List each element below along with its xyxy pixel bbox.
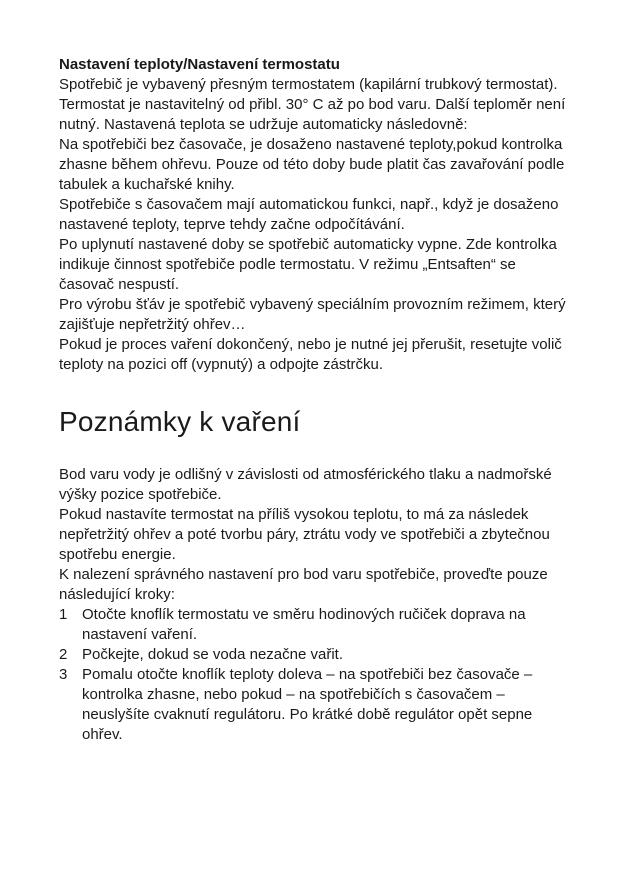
paragraph: Pokud je proces vaření dokončený, nebo je nutné jej přerušit, resetujte volič teploty na pozici off (vypnutý) a odpojte zástrčku. <box>59 336 562 373</box>
paragraph: Pro výrobu šťáv je spotřebič vybavený speciálním provozním režimem, který zajišťuje nepřetržitý ohřev… <box>59 296 566 333</box>
step-number: 1 <box>59 606 68 623</box>
paragraph: Na spotřebiči bez časovače, je dosaženo nastavené teploty,pokud kontrolka zhasne během ohřevu. Pouze od této doby bude platit čas zavařování podle tabulek a kuchařské knihy. <box>59 136 565 193</box>
document-page <box>59 55 569 745</box>
paragraph: Spotřebič je vybavený přesným termostatem (kapilární trubkový termostat). Termostat je nastavitelný od přibl. 30° C až po bod varu. Další teploměr není nutný. Nastavená teplota se udržuje automaticky následovně: <box>59 76 566 133</box>
step-number: 2 <box>59 646 68 663</box>
paragraph: Bod varu vody je odlišný v závislosti od atmosférického tlaku a nadmořské výšky pozice spotřebiče. <box>59 466 552 503</box>
paragraph: K nalezení správného nastavení pro bod varu spotřebiče, proveďte pouze následující kroky: <box>59 566 548 603</box>
section-heading: Poznámky k vaření <box>59 406 301 437</box>
paragraph: Po uplynutí nastavené doby se spotřebič automaticky vypne. Zde kontrolka indikuje činnost spotřebiče podle termostatu. V režimu „Entsaften“ se časovač nespustí. <box>59 236 557 293</box>
paragraph: Spotřebiče s časovačem mají automatickou funkci, např., když je dosaženo nastavené teploty, teprve tehdy začne odpočítávání. <box>59 196 559 233</box>
list-item <box>59 665 569 745</box>
step-text: Počkejte, dokud se voda nezačne vařit. <box>82 646 343 663</box>
step-number: 3 <box>59 666 68 683</box>
section-title: Nastavení teploty/Nastavení termostatu <box>59 56 340 73</box>
list-item <box>59 605 569 645</box>
step-text: Pomalu otočte knoflík teploty doleva – na spotřebiči bez časovače – kontrolka zhasne, nebo pokud – na spotřebičích s časovačem – neuslyšíte cvaknutí regulátoru. Po krátké době regulátor opět sepne ohřev. <box>82 666 533 743</box>
list-item <box>59 645 569 665</box>
step-text: Otočte knoflík termostatu ve směru hodinových ručiček doprava na nastavení vaření. <box>82 606 526 643</box>
steps-list <box>59 605 569 745</box>
paragraph: Pokud nastavíte termostat na příliš vysokou teplotu, to má za následek nepřetržitý ohřev a poté tvorbu páry, ztrátu vody ve spotřebiči a zbytečnou spotřebu energie. <box>59 506 550 563</box>
